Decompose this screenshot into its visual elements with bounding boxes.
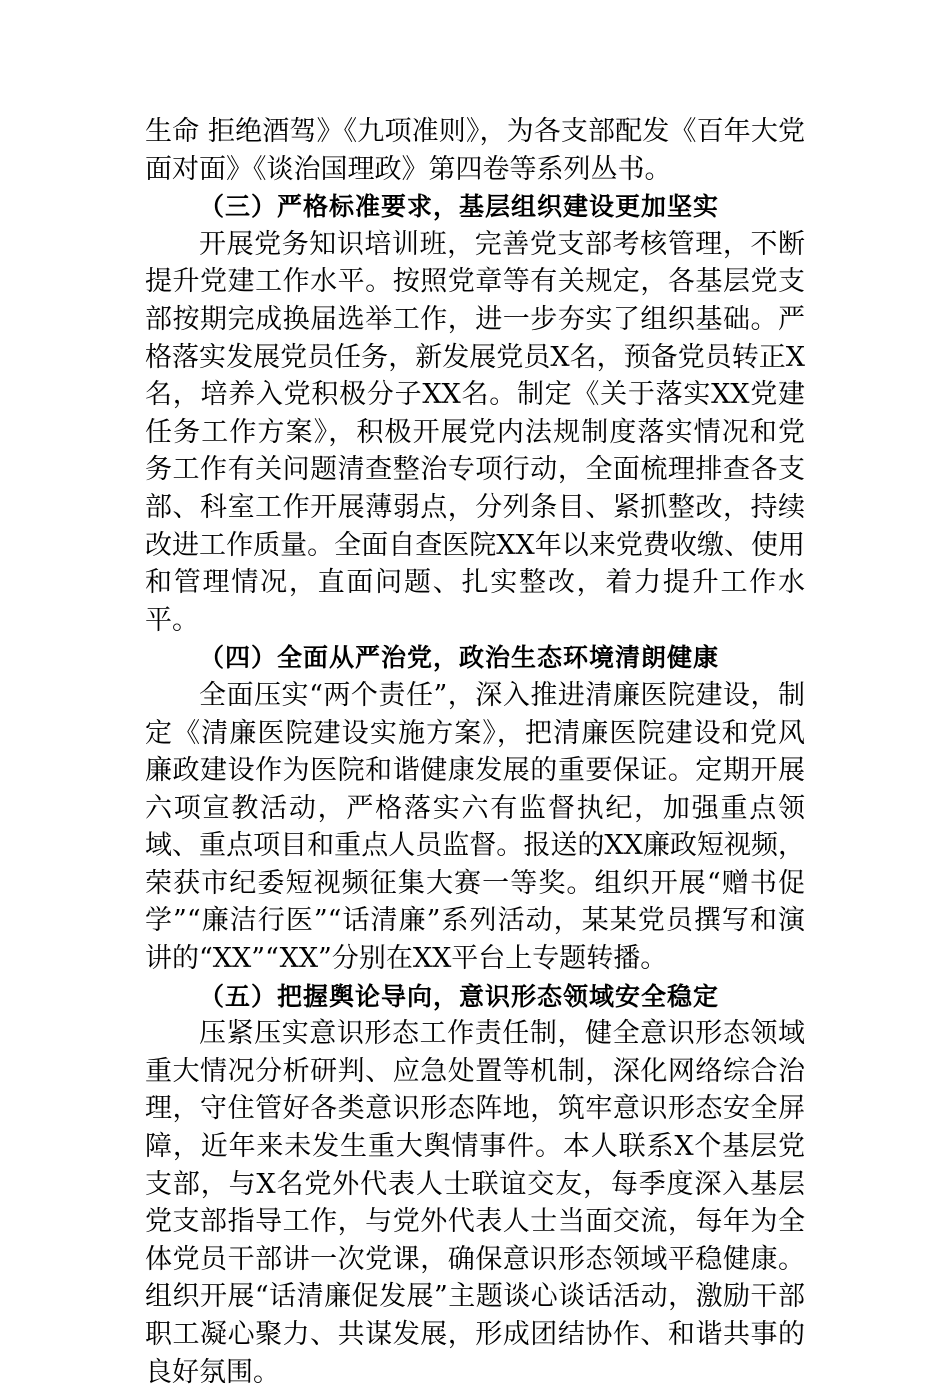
document-body xyxy=(145,113,805,1391)
section-heading-5: （五）把握舆论导向，意识形态领域安全稳定 xyxy=(199,981,720,1011)
paragraph-section-5: 压紧压实意识形态工作责任制，健全意识形态领域重大情况分析研判、应急处置等机制，深化网络综合治理，守住管好各类意识形态阵地，筑牢意识形态安全屏障，近年来未发生重大舆情事件。本人联系X个基层党支部，与X名党外代表人士联谊交友，每季度深入基层党支部指导工作，与党外代表人士当面交流，每年为全体党员干部讲一次党课，确保意识形态领域平稳健康。组织开展“话清廉促发展”主题谈心谈话活动，激励干部职工凝心聚力、共谋发展，形成团结协作、和谐共事的良好氛围。 xyxy=(145,1018,805,1388)
paragraph-section-4: 全面压实“两个责任”，深入推进清廉医院建设，制定《清廉医院建设实施方案》，把清廉医院建设和党风廉政建设作为医院和谐健康发展的重要保证。定期开展六项宣教活动，严格落实六有监督执纪，加强重点领域、重点项目和重点人员监督。报送的XX廉政短视频，荣获市纪委短视频征集大赛一等奖。组织开展“赠书促学”“廉洁行医”“话清廉”系列活动，某某党员撰写和演讲的“XX”“XX”分别在XX平台上专题转播。 xyxy=(145,679,805,975)
paragraph-continued: 生命 拒绝酒驾》《九项准则》，为各支部配发《百年大党面对面》《谈治国理政》第四卷等系列丛书。 xyxy=(145,116,805,185)
section-heading-3: （三）严格标准要求，基层组织建设更加坚实 xyxy=(199,192,720,222)
section-heading-4: （四）全面从严治党，政治生态环境清朗健康 xyxy=(199,643,720,673)
paragraph-section-3: 开展党务知识培训班，完善党支部考核管理，不断提升党建工作水平。按照党章等有关规定，各基层党支部按期完成换届选举工作，进一步夯实了组织基础。严格落实发展党员任务，新发展党员X名，预备党员转正X名，培养入党积极分子XX名。制定《关于落实XX党建任务工作方案》，积极开展党内法规制度落实情况和党务工作有关问题清查整治专项行动，全面梳理排查各支部、科室工作开展薄弱点，分列条目、紧抓整改，持续改进工作质量。全面自查医院XX年以来党费收缴、使用和管理情况，直面问题、扎实整改，着力提升工作水平。 xyxy=(145,228,805,636)
